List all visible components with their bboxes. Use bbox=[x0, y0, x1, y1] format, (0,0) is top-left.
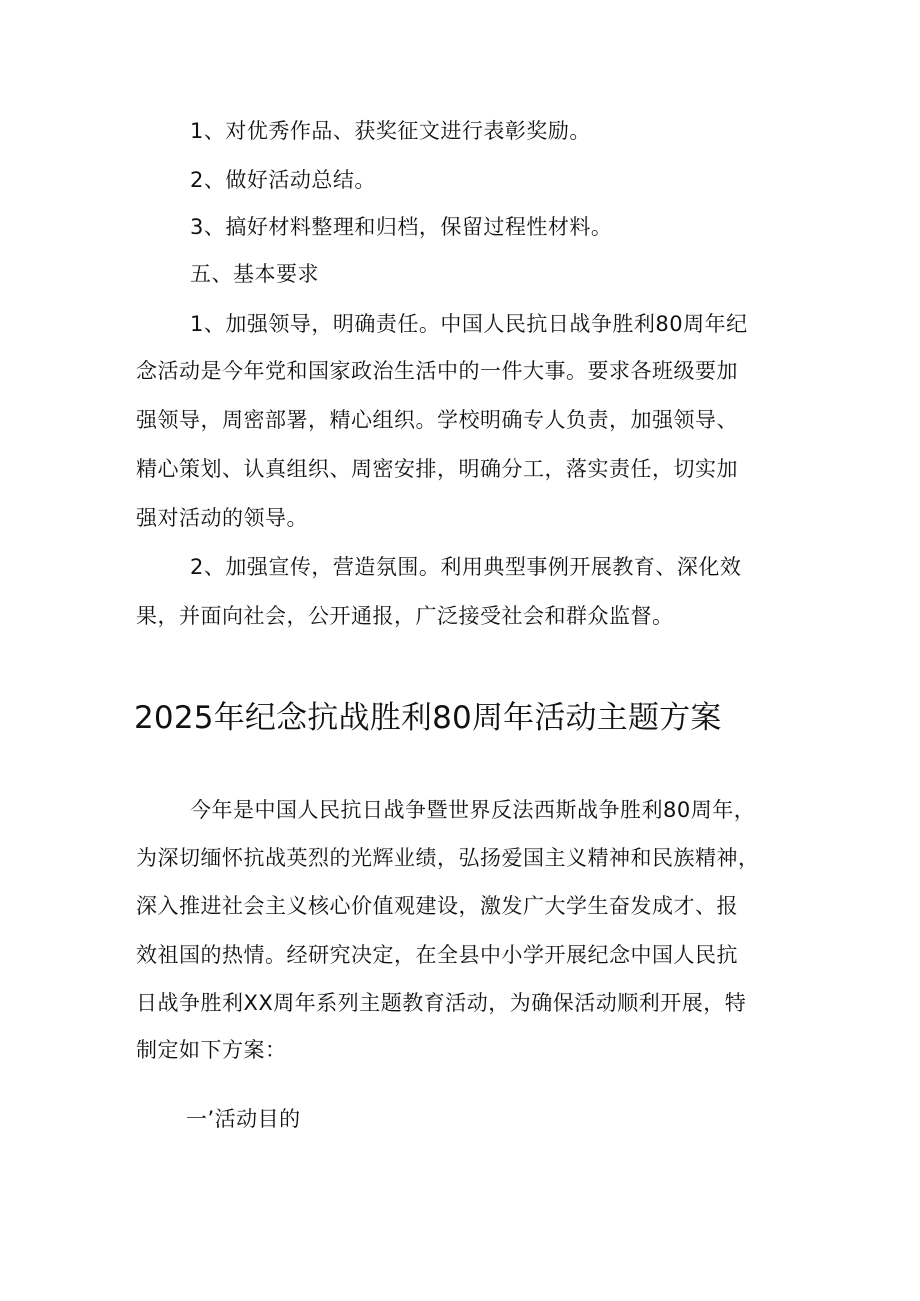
section-heading: 一’活动目的 bbox=[186, 1107, 301, 1131]
paragraph-line: 深入推进社会主义核心价值观建设，激发广大学生奋发成才、报 bbox=[136, 894, 738, 918]
document-title: 2025年纪念抗战胜利80周年活动主题方案 bbox=[134, 700, 722, 736]
paragraph-line: 精心策划、认真组织、周密安排，明确分工，落实责任，切实加 bbox=[136, 457, 738, 481]
paragraph-line: 强对活动的领导。 bbox=[136, 506, 308, 530]
list-item: 2、做好活动总结。 bbox=[190, 168, 376, 192]
paragraph-line: 念活动是今年党和国家政治生活中的一件大事。要求各班级要加 bbox=[136, 359, 738, 383]
paragraph-line: 效祖国的热情。经研究决定，在全县中小学开展纪念中国人民抗 bbox=[136, 943, 738, 967]
section-heading: 五、基本要求 bbox=[190, 262, 319, 286]
paragraph-line: 制定如下方案： bbox=[136, 1038, 287, 1062]
list-item: 3、搞好材料整理和归档，保留过程性材料。 bbox=[190, 215, 613, 239]
paragraph-line: 日战争胜利XX周年系列主题教育活动，为确保活动顺利开展，特 bbox=[136, 991, 747, 1015]
paragraph-line: 2、加强宣传，营造氛围。利用典型事例开展教育、深化效 bbox=[190, 555, 742, 579]
list-item: 1、对优秀作品、获奖征文进行表彰奖励。 bbox=[190, 119, 591, 143]
paragraph-line: 为深切缅怀抗战英烈的光辉业绩，弘扬爱国主义精神和民族精神， bbox=[136, 846, 760, 870]
paragraph-line: 果，并面向社会，公开通报，广泛接受社会和群众监督。 bbox=[136, 604, 674, 628]
paragraph-line: 1、加强领导，明确责任。中国人民抗日战争胜利80周年纪 bbox=[190, 312, 748, 336]
paragraph-line: 强领导，周密部署，精心组织。学校明确专人负责，加强领导、 bbox=[136, 408, 738, 432]
paragraph-line: 今年是中国人民抗日战争暨世界反法西斯战争胜利80周年， bbox=[190, 798, 756, 822]
